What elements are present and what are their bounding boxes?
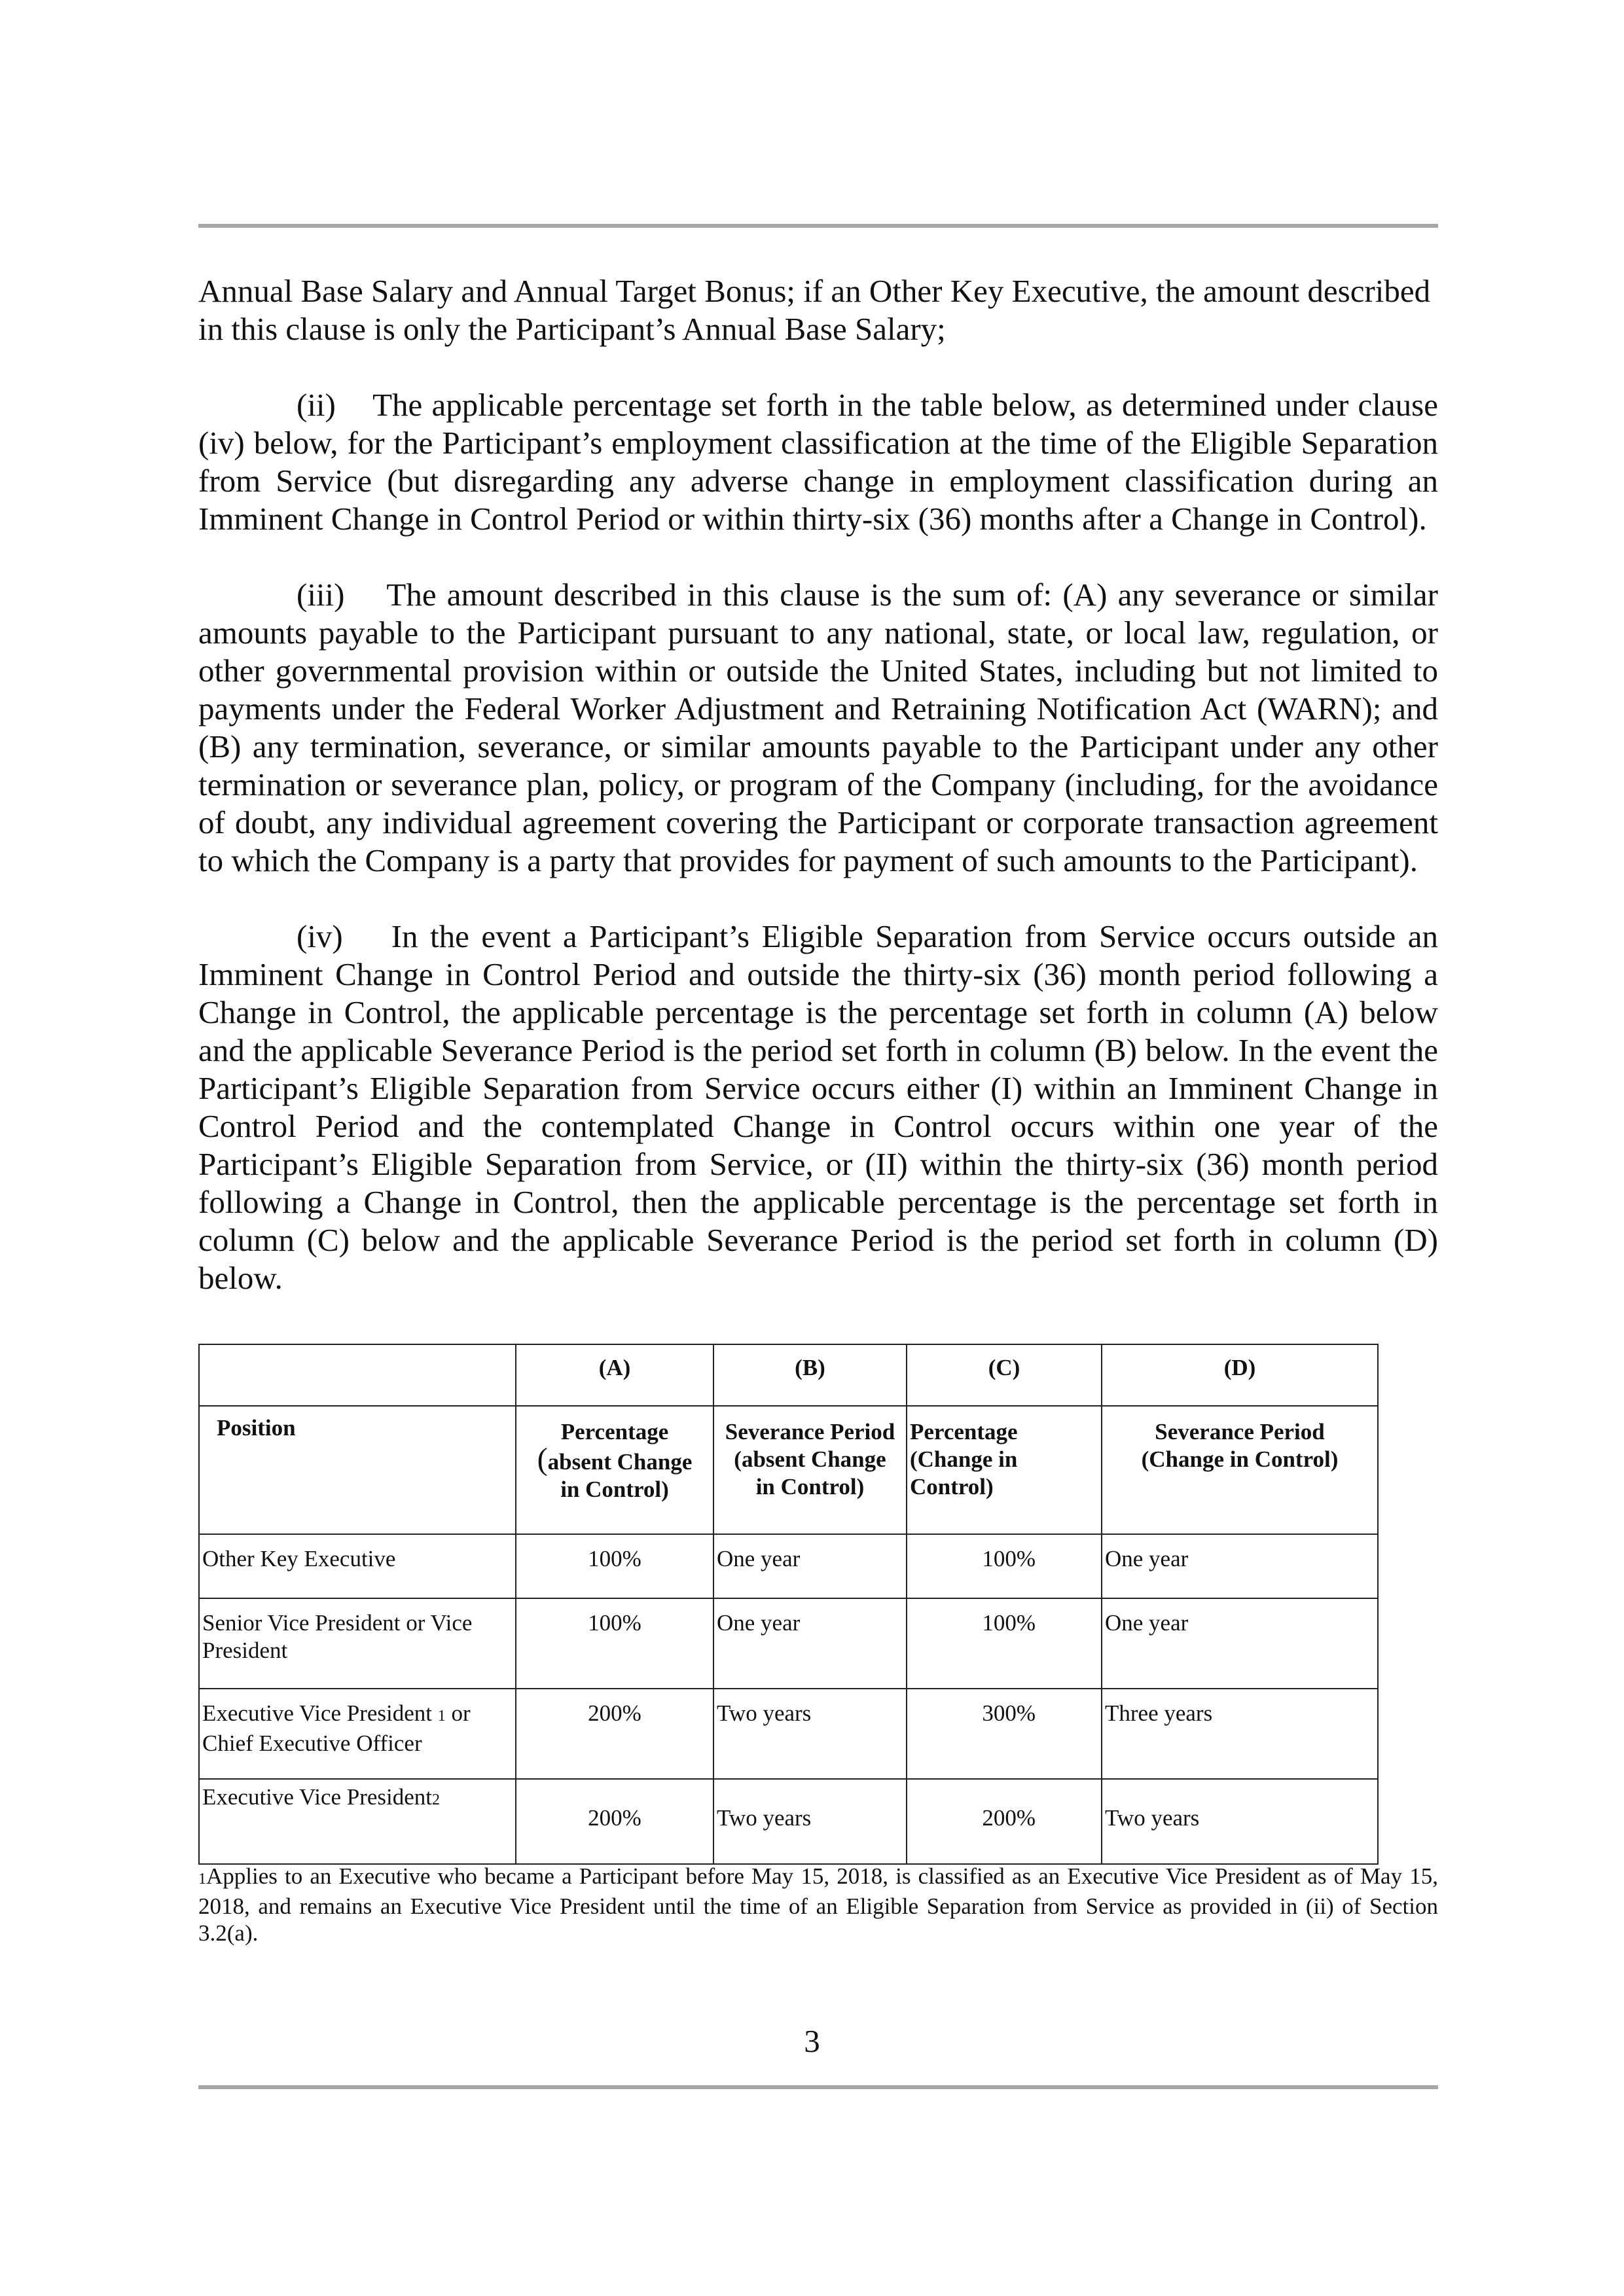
cell-position-line1-text: Executive Vice President [202,1700,433,1726]
cell-percentage-a: 200% [516,1779,713,1864]
paragraph-iii: (iii) The amount described in this clause is the sum of: (A) any severance or similar amounts payable to the Participant pursuant to any national, state, or local law, regulation, or other governmental provision within or outside the United States, including but not limited to payments under the Federal Worker Adjustment and Retraining Notification Act (WARN); and (B) any termination, severance, or similar amounts payable to the Participant under any other termination or severance plan, policy, or program of the Company (including, for the avoidance of doubt, any individual agreement covering the Participant or corporate transaction agreement to which the Company is a party that provides for payment of such amounts to the Participant). [198,577,1447,878]
severance-table [198,1344,1379,1865]
cell-period-b: Two years [713,1689,907,1779]
header-severance-change [1102,1406,1378,1534]
cell-period-b: Two years [713,1779,907,1864]
cell-position-line1-or: or [445,1700,471,1726]
cell-period-d: Two years [1102,1779,1378,1864]
footer-rule [198,2085,1438,2089]
cell-period-d: One year [1102,1598,1378,1689]
header-c-line2: (Change in [910,1446,1018,1472]
cell-period-d: Three years [1102,1689,1378,1779]
paragraph-iv: (iv) In the event a Participant’s Eligible Separation from Service occurs outside an Imminent Change in Control Period and outside the thirty-six (36) month period following a Change in Control, the applicable percentage is the percentage set forth in column (A) below and the applicable Severance Period is the period set forth in column (B) below. In the event the Participant’s Eligible Separation from Service occurs either (I) within an Imminent Change in Control Period and the contemplated Change in Control occurs within one year of the Participant’s Eligible Separation from Service, or (II) within the thirty-six (36) month period following a Change in Control, then the applicable percentage is the percentage set forth in column (C) below and the applicable Severance Period is the period set forth in column (D) below. [198,918,1447,1296]
header-position: Position [199,1406,516,1534]
header-a-line2-text: absent Change [547,1449,693,1475]
header-a-line1: Percentage [560,1419,669,1444]
paragraph-ii: (ii) The applicable percentage set forth in the table below, as determined under clause (iv) below, for the Participant’s employment classification at the time of the Eligible Separation from Service (but disregarding any adverse change in employment classification during an Imminent Change in Control Period or within thirty-six (36) months after a Change in Control). [198,387,1447,537]
header-b-line2: (absent Change [734,1446,886,1472]
cell-percentage-a: 200% [516,1689,713,1779]
cell-period-b: One year [713,1534,907,1598]
footnote [198,1863,1438,1946]
footnote-text: Applies to an Executive who became a Participant before May 15, 2018, is classified as an Executive Vice President as of May 15, 2018, and remains an Executive Vice President until the time of an Eligible Separation from Service as provided in (ii) of Section 3.2(a). [198,1863,1438,1946]
column-letter-a: (A) [516,1344,713,1406]
cell-position-line2: Chief Executive Officer [202,1731,422,1756]
table-row [199,1689,1378,1779]
header-d-line2: (Change in Control) [1141,1446,1339,1472]
cell-position [199,1689,516,1779]
cell-period-b: One year [713,1598,907,1689]
header-c-line3: Control) [910,1474,994,1499]
footnote-ref-2: 2 [432,1791,441,1808]
cell-percentage-c: 100% [907,1598,1102,1689]
cell-position [199,1779,516,1864]
cell-position: Senior Vice President or Vice President [199,1598,516,1689]
footnote-mark: 1 [198,1871,206,1888]
header-rule [198,224,1438,228]
header-percentage-change [907,1406,1102,1534]
header-b-line1: Severance Period [725,1419,895,1444]
header-a-line2 [519,1442,710,1477]
table-row [199,1344,1378,1406]
table-cell-empty [199,1344,516,1406]
table-header-row [199,1406,1378,1534]
cell-percentage-a: 100% [516,1598,713,1689]
footnote-ref-1: 1 [437,1708,446,1725]
column-letter-c: (C) [907,1344,1102,1406]
header-d-line1: Severance Period [1155,1419,1325,1444]
header-percentage-absent [516,1406,713,1534]
table-row [199,1534,1378,1598]
cell-position-text: Executive Vice President [202,1784,433,1810]
table-row [199,1779,1378,1864]
cell-position: Other Key Executive [199,1534,516,1598]
table-row [199,1598,1378,1689]
cell-percentage-c: 200% [907,1779,1102,1864]
cell-percentage-c: 100% [907,1534,1102,1598]
header-severance-absent [713,1406,907,1534]
body-text [198,272,1447,1297]
cell-position-line1 [202,1700,513,1730]
header-a-line3: in Control) [560,1477,669,1502]
paragraph-continuation: Annual Base Salary and Annual Target Bonus; if an Other Key Executive, the amount described in this clause is only the Participant’s Annual Base Salary; [198,273,1431,347]
cell-percentage-a: 100% [516,1534,713,1598]
header-a-paren: ( [537,1442,548,1477]
header-b-line3: in Control) [755,1474,865,1499]
column-letter-b: (B) [713,1344,907,1406]
cell-percentage-c: 300% [907,1689,1102,1779]
cell-period-d: One year [1102,1534,1378,1598]
header-c-line1: Percentage [910,1419,1018,1444]
column-letter-d: (D) [1102,1344,1378,1406]
page-number: 3 [804,2023,820,2059]
